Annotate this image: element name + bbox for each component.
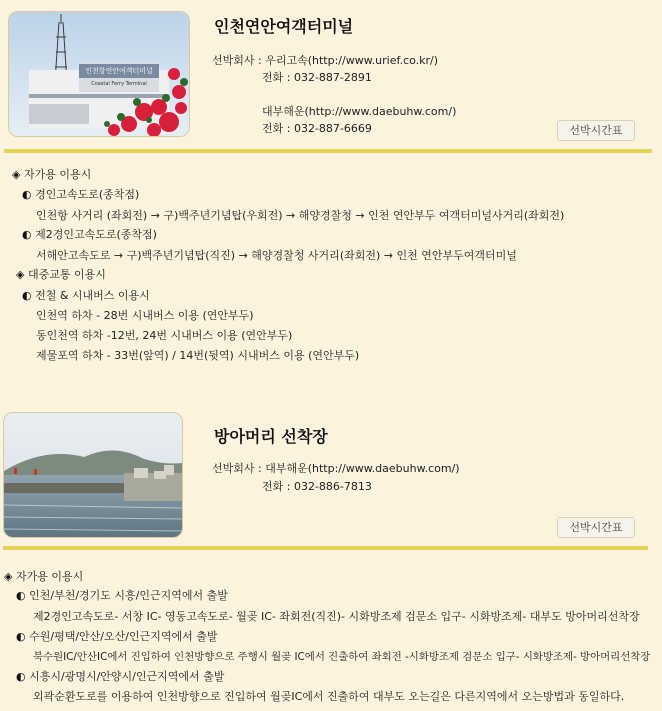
route-text: 북수원IC/안산IC에서 진입하여 인천방향으로 주행시 월곶 IC에서 진출하여 좌회전 -시화방조제 검문소 입구- 시화방조제- 방아머리선착장 [33,651,651,663]
photo-sign-english: Coastal Ferry Terminal [91,81,147,87]
phone-2-info: 전화 : 032-887-6669 [262,122,372,135]
ferry-company-info: 선박회사 : 우리고속(http://www.urief.co.kr/) [212,54,439,67]
section-divider [4,149,652,153]
route-text: 동인천역 하차 -12번, 24번 시내버스 이용 (연안부두) [36,329,293,342]
diamond-bullet-icon: ◈ [4,570,13,583]
route-heading: ◐ 제2경인고속도로(종착점) [22,228,157,241]
terminal-title: 방아머리 선착장 [214,427,328,446]
half-circle-bullet-icon: ◐ [16,630,26,643]
half-circle-bullet-icon: ◐ [22,188,32,201]
route-heading: ◐ 경인고속도로(종착점) [22,188,140,201]
route-text: 제2경인고속도로- 서창 IC- 영동고속도로- 월곶 IC- 좌회전(직진)- 시화방조제 검문소 입구- 시화방조제- 대부도 방아머리선착장 [33,610,640,623]
route-text: 서해안고속도로 → 구)백주년기념탑(직진) → 해양경찰청 사거리(좌회전) → 인천 연안부두여객터미널 [36,249,517,262]
half-circle-bullet-icon: ◐ [16,589,26,602]
half-circle-bullet-icon: ◐ [22,289,32,302]
route-heading: ◐ 시흥시/광명시/안양시/인근지역에서 출발 [16,670,225,683]
route-text: 인천역 하차 - 28번 시내버스 이용 (연안부두) [36,309,254,322]
directions-heading: ◈ 자가용 이용시 [4,570,84,583]
ferry-company-info: 선박회사 : 대부해운(http://www.daebuhw.com/) [212,462,460,475]
route-text: 인천항 사거리 (좌회전) → 구)백주년기념탑(우회전) → 해양경찰청 → 인천 연안부두 여객터미널사거리(좌회전) [36,209,565,222]
schedule-button[interactable]: 선박시간표 [557,517,635,538]
pier-photo [3,412,183,538]
terminal-photo [8,11,190,137]
diamond-bullet-icon: ◈ [12,168,21,181]
terminal-photo-image [9,12,189,136]
schedule-button[interactable]: 선박시간표 [557,120,635,141]
directions-heading: ◈ 대중교통 이용시 [16,268,106,281]
terminal-title: 인천연안여객터미널 [214,17,354,36]
ferry-company-2-info: 대부해운(http://www.daebuhw.com/) [262,105,457,118]
directions-heading: ◈ 자가용 이용시 [12,168,92,181]
phone-info: 전화 : 032-886-7813 [262,480,372,493]
half-circle-bullet-icon: ◐ [16,670,26,683]
half-circle-bullet-icon: ◐ [22,228,32,241]
diamond-bullet-icon: ◈ [16,268,25,281]
route-heading: ◐ 전철 & 시내버스 이용시 [22,289,150,302]
phone-info: 전화 : 032-887-2891 [262,71,372,84]
pier-photo-image [4,413,182,537]
photo-sign-korean: 인천항연안여객터미널 [85,67,153,75]
terminal-section-bangamori [0,400,662,711]
section-divider [3,546,648,550]
route-text: 제물포역 하차 - 33번(앞역) / 14번(뒷역) 시내버스 이용 (연안부두) [36,349,360,362]
route-heading: ◐ 수원/평택/안산/오산/인근지역에서 출발 [16,630,218,643]
route-text: 외곽순환도로를 이용하여 인천방향으로 진입하여 월곶IC에서 진출하여 대부도 오는길은 다른지역에서 오는방법과 동일하다. [33,690,625,703]
route-heading: ◐ 인천/부천/경기도 시흥/인근지역에서 출발 [16,589,228,602]
